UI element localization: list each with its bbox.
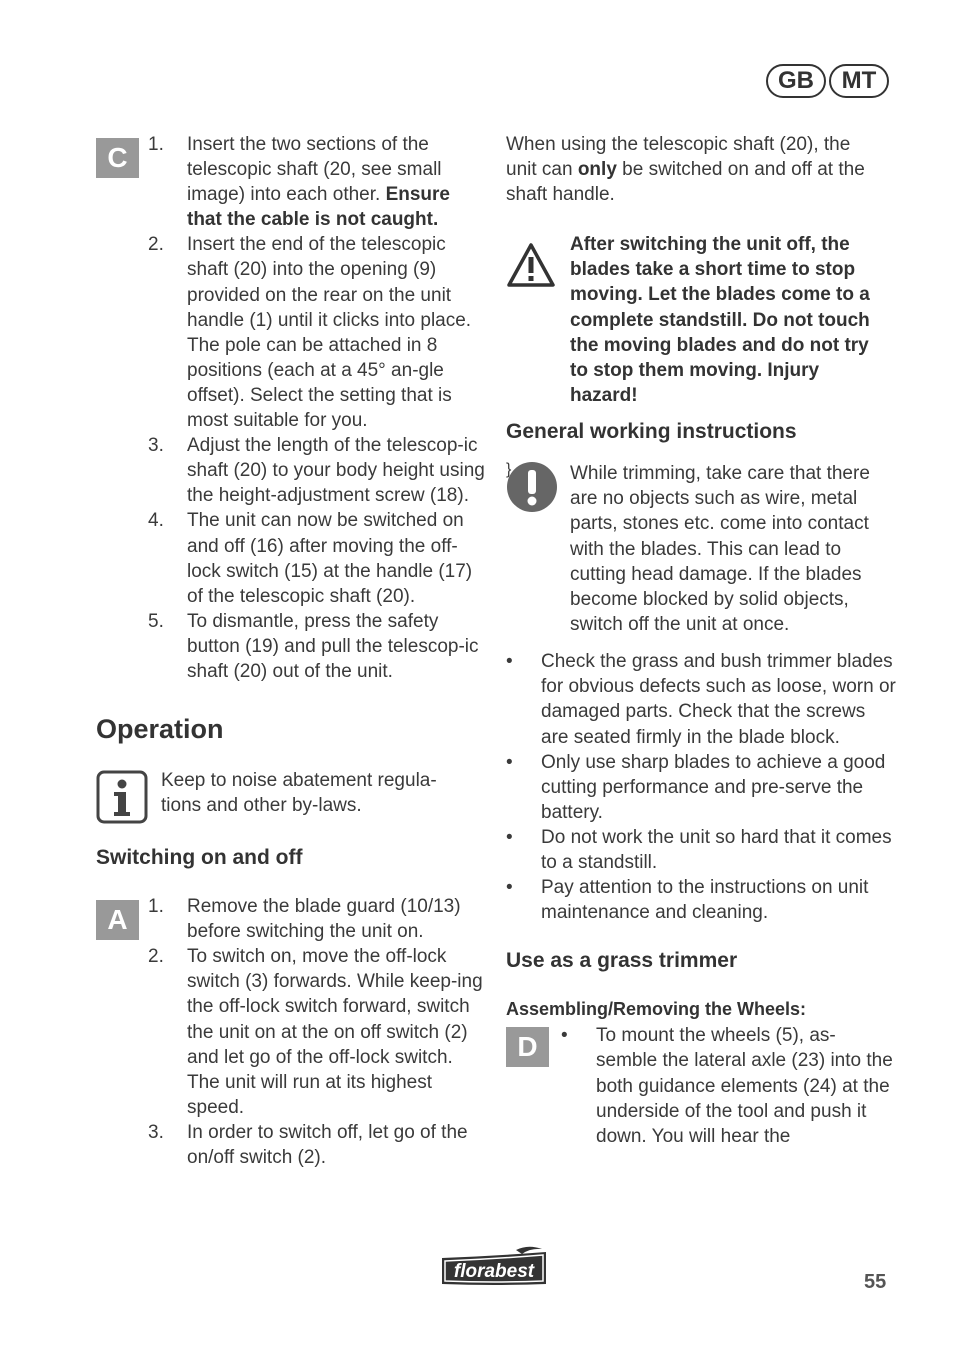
left-column <box>96 132 486 1170</box>
caution-text: While trimming, take care that there are no objects such as wire, metal parts, stones etc. come into contact with the blades. This can lead to cutting head damage. If the blades become blocked by solid objects, switch off the unit at once. <box>570 463 870 635</box>
assembly-steps <box>96 132 486 684</box>
warning-triangle-icon <box>506 242 556 293</box>
grass-trimmer-heading: Use as a grass trimmer <box>506 949 738 973</box>
step-item: 5. To dismantle, press the safety button (19) and pull the telescop-ic shaft (20) out of the unit. <box>148 610 479 682</box>
page-number: 55 <box>864 1271 887 1293</box>
wheels-bullets <box>506 1023 896 1148</box>
caution-note: While trimming, take care that there are no objects such as wire, metal parts, stones etc. come into contact with the blades. This can lead to cutting head damage. If the blades become blocked by solid objects, switch off the unit at once. } <box>506 461 896 639</box>
step-item: 3. Adjust the length of the telescop-ic shaft (20) to your body height using the height-adjustment screw (18). <box>148 435 485 507</box>
step-item: 2. Insert the end of the telescopic shaft (20) into the opening (9) provided on the rear on the unit handle (1) until it clicks into place. The pole can be attached in 8 positions (each at a 45° an-gle offset). Select the setting that is most suitable for you. <box>148 234 472 432</box>
figure-marker-a: A <box>96 900 139 940</box>
list-item: • Do not work the unit so hard that it comes to a standstill. <box>506 826 892 874</box>
warning-text: After switching the unit off, the blades take a short time to stop moving. Let the blades come to a complete standstill. Do not touch the moving blades and do not try to stop them moving. Injury hazard! <box>570 234 870 406</box>
list-item: • To mount the wheels (5), as-semble the lateral axle (23) into the both guidance elements (24) at the underside of the tool and push it down. You will hear the <box>561 1025 893 1147</box>
wheels-block <box>506 1023 896 1148</box>
right-column <box>506 132 896 1149</box>
info-note <box>96 770 486 830</box>
step-item: 2. To switch on, move the off-lock switch (3) forwards. While keep-ing the off-lock switch forward, switch the unit on at the on off switch (2) and let go of the off-lock switch. The unit will run at its highest speed. <box>148 946 483 1118</box>
language-badge-gb: GB <box>766 64 826 98</box>
list-item: • Only use sharp blades to achieve a good cutting performance and pre-serve the battery. <box>506 751 886 823</box>
switching-steps <box>96 894 486 1170</box>
working-bullets <box>506 649 896 925</box>
wheels-heading: Assembling/Removing the Wheels: <box>506 999 807 1020</box>
exclamation-icon <box>506 461 558 518</box>
step-item: 4. The unit can now be switched on and off (16) after moving the off-lock switch (15) at the handle (17) of the telescopic shaft (20). <box>148 510 473 607</box>
telescopic-paragraph: When using the telescopic shaft (20), the unit can only be switched on and off at the shaft handle. <box>506 134 865 206</box>
step-item: 1. Insert the two sections of the telescopic shaft (20, see small image) into each other. Ensure that the cable is not caught. <box>148 134 450 231</box>
info-icon <box>96 770 148 829</box>
list-item: • Pay attention to the instructions on unit maintenance and cleaning. <box>506 877 869 924</box>
warning-note <box>506 232 896 408</box>
florabest-logo <box>438 1246 551 1288</box>
switching-block <box>96 894 486 1170</box>
step-item: 3. In order to switch off, let go of the on/off switch (2). <box>148 1121 468 1168</box>
info-note-text: Keep to noise abatement regula-tions and other by-laws. <box>161 770 437 817</box>
general-working-heading: General working instructions <box>506 420 797 444</box>
language-badge-mt: MT <box>829 64 889 98</box>
list-item: • Check the grass and bush trimmer blades for obvious defects such as loose, worn or damaged parts. Check that the screws are seated firmly in the blade block. <box>506 651 896 748</box>
operation-heading: Operation <box>96 714 224 745</box>
brand-wordmark: florabest <box>453 1261 535 1282</box>
figure-marker-d: D <box>506 1027 549 1067</box>
figure-marker-c: C <box>96 138 139 178</box>
switching-heading: Switching on and off <box>96 846 303 870</box>
step-item: 1. Remove the blade guard (10/13) before switching the unit on. <box>148 896 461 943</box>
